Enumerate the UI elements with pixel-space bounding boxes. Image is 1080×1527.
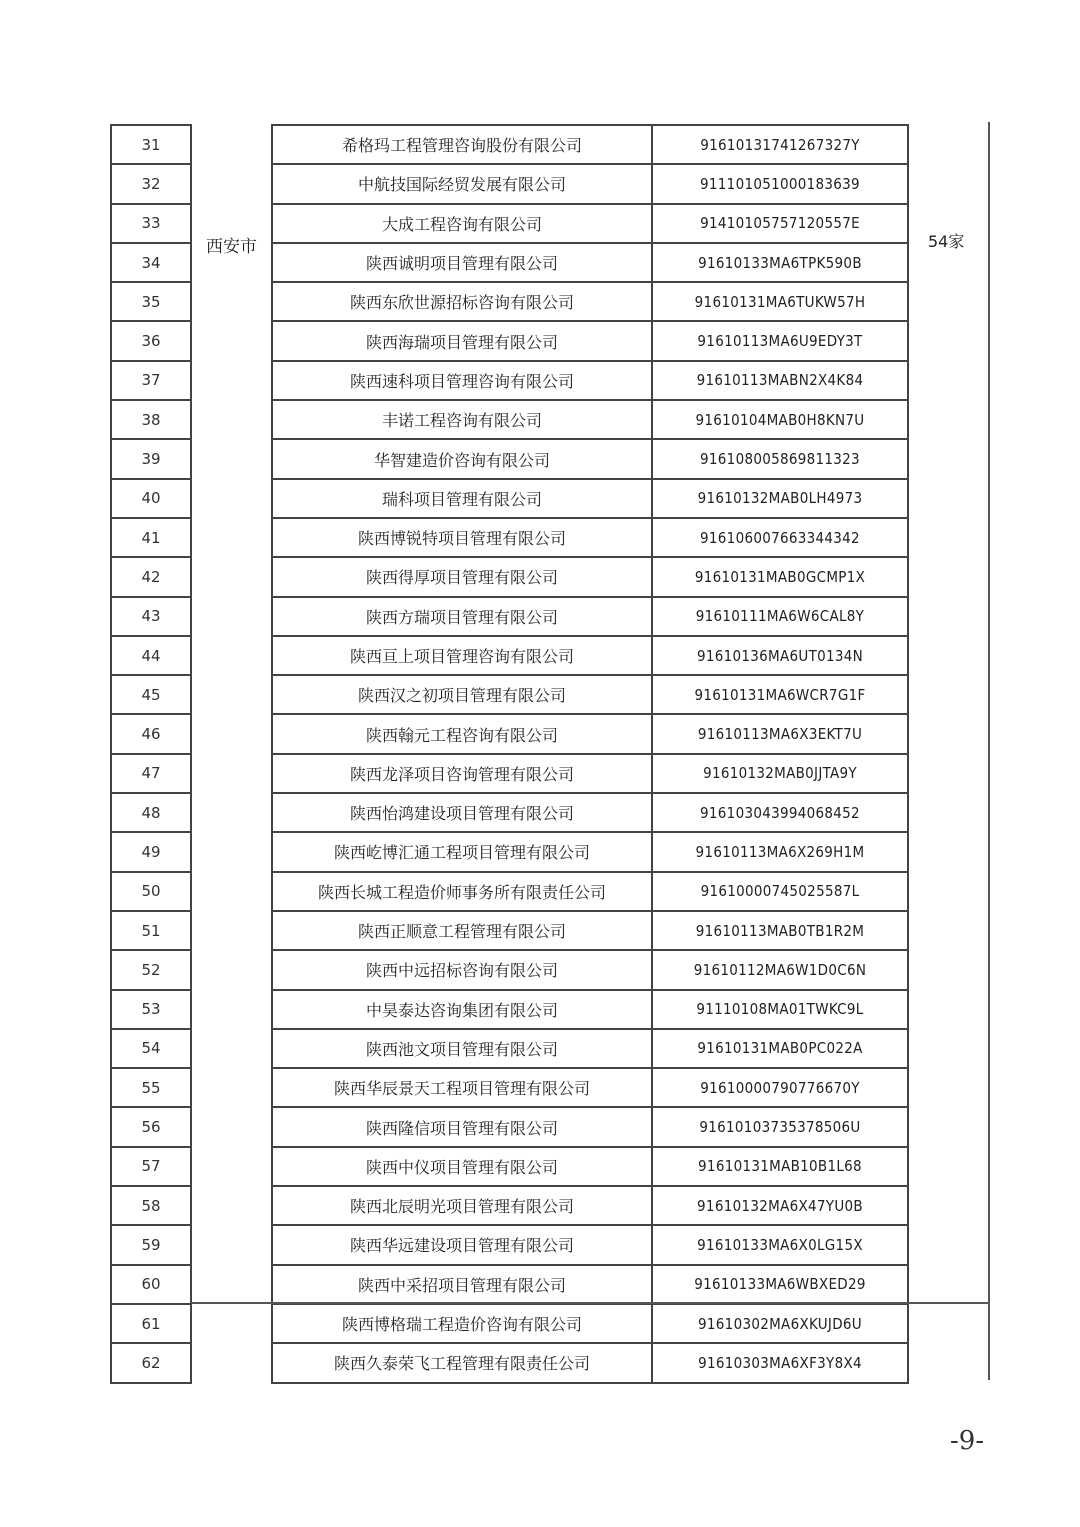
table-row (273, 440, 907, 479)
credit-code-cell: 91610112MA6W1D0C6N (693, 960, 867, 979)
credit-code-cell: 91610132MA6X47YU0B (697, 1196, 863, 1215)
company-name-cell: 陕西龙泽项目咨询管理有限公司 (273, 755, 653, 792)
credit-code-cell: 91610133MA6X0LG15X (697, 1235, 863, 1254)
serial-number-cell: 42 (112, 558, 190, 597)
company-name-cell: 陕西亘上项目管理咨询有限公司 (273, 637, 653, 674)
company-name-cell: 陕西池文项目管理有限公司 (273, 1030, 653, 1067)
table-row (273, 1069, 907, 1108)
table-row (273, 480, 907, 519)
section-divider-line (192, 1302, 990, 1304)
credit-code-cell: 91610131MAB0PC022A (697, 1039, 863, 1058)
table-row (273, 794, 907, 833)
company-name-cell: 陕西屹博汇通工程项目管理有限公司 (273, 833, 653, 870)
credit-code-cell: 91610131MAB10B1L68 (698, 1157, 862, 1176)
credit-code-cell: 91610113MA6X3EKT7U (697, 725, 863, 744)
company-name-cell: 陕西得厚项目管理有限公司 (273, 558, 653, 595)
company-name-cell: 瑞科项目管理有限公司 (273, 480, 653, 517)
company-name-cell: 陕西华远建设项目管理有限公司 (273, 1226, 653, 1263)
table-row (273, 283, 907, 322)
credit-code-cell: 91610131741267327Y (700, 135, 860, 154)
serial-number-column (110, 124, 192, 1384)
company-name-cell: 陕西翰元工程咨询有限公司 (273, 715, 653, 752)
table-row (273, 873, 907, 912)
page-number: -9- (950, 1426, 985, 1456)
serial-number-cell: 38 (112, 401, 190, 440)
credit-code-cell: 91610131MAB0GCMP1X (694, 567, 866, 586)
credit-code-cell: 911101051000183639 (700, 174, 860, 193)
company-name-cell: 希格玛工程管理咨询股份有限公司 (273, 126, 653, 163)
table-row (273, 1266, 907, 1305)
serial-number-cell: 47 (112, 755, 190, 794)
serial-number-cell: 49 (112, 833, 190, 872)
table-row (273, 912, 907, 951)
credit-code-cell: 91610103735378506U (699, 1118, 861, 1137)
company-name-cell: 陕西怡鸿建设项目管理有限公司 (273, 794, 653, 831)
credit-code-cell: 91610113MA6X269H1M (695, 842, 865, 861)
serial-number-cell: 31 (112, 126, 190, 165)
serial-number-cell: 44 (112, 637, 190, 676)
credit-code-cell: 91610136MA6UT0134N (696, 646, 864, 665)
table-row (273, 991, 907, 1030)
serial-number-cell: 59 (112, 1226, 190, 1265)
serial-number-cell: 52 (112, 951, 190, 990)
credit-code-cell: 91110108MA01TWKC9L (696, 1000, 864, 1019)
credit-code-cell: 91610132MAB0JJTA9Y (703, 764, 857, 783)
company-name-cell: 陕西诚明项目管理有限公司 (273, 244, 653, 281)
credit-code-cell: 916108005869811323 (700, 450, 860, 469)
serial-number-cell: 62 (112, 1344, 190, 1383)
table-row (273, 401, 907, 440)
table-row (273, 322, 907, 361)
credit-code-cell: 91610113MAB0TB1R2M (695, 921, 865, 940)
company-name-cell: 丰诺工程咨询有限公司 (273, 401, 653, 438)
credit-code-cell: 91610131MA6TUKW57H (694, 292, 866, 311)
company-name-cell: 陕西博锐特项目管理有限公司 (273, 519, 653, 556)
table-row (273, 126, 907, 165)
credit-code-cell: 91610133MA6TPK590B (698, 253, 862, 272)
serial-number-cell: 37 (112, 362, 190, 401)
company-name-cell: 陕西方瑞项目管理有限公司 (273, 598, 653, 635)
serial-number-cell: 48 (112, 794, 190, 833)
table-row (273, 165, 907, 204)
table-row (273, 205, 907, 244)
company-name-cell: 陕西华辰景天工程项目管理有限公司 (273, 1069, 653, 1106)
serial-number-cell: 40 (112, 480, 190, 519)
credit-code-cell: 91610131MA6WCR7G1F (694, 685, 866, 704)
table-row (273, 362, 907, 401)
serial-number-cell: 39 (112, 440, 190, 479)
company-name-cell: 大成工程咨询有限公司 (273, 205, 653, 242)
serial-number-cell: 33 (112, 205, 190, 244)
company-name-cell: 陕西海瑞项目管理有限公司 (273, 322, 653, 359)
credit-code-cell: 91610000790776670Y (700, 1078, 860, 1097)
right-border-line (988, 122, 990, 1380)
company-name-cell: 陕西博格瑞工程造价咨询有限公司 (273, 1305, 653, 1342)
table-row (273, 833, 907, 872)
table-row (273, 951, 907, 990)
credit-code-cell: 91610303MA6XF3Y8X4 (698, 1353, 862, 1372)
serial-number-cell: 56 (112, 1108, 190, 1147)
table-row (273, 519, 907, 558)
table-row (273, 1344, 907, 1383)
table-row (273, 715, 907, 754)
credit-code-cell: 91610132MAB0LH4973 (697, 489, 863, 508)
table-row (273, 637, 907, 676)
credit-code-cell: 916106007663344342 (700, 528, 860, 547)
table-row (273, 1030, 907, 1069)
serial-number-cell: 55 (112, 1069, 190, 1108)
company-name-cell: 中昊泰达咨询集团有限公司 (273, 991, 653, 1028)
table-row (273, 1187, 907, 1226)
credit-code-cell: 91410105757120557E (700, 214, 860, 233)
company-name-cell: 陕西汉之初项目管理有限公司 (273, 676, 653, 713)
company-name-cell: 陕西中仪项目管理有限公司 (273, 1148, 653, 1185)
company-name-cell: 陕西东欣世源招标咨询有限公司 (273, 283, 653, 320)
serial-number-cell: 58 (112, 1187, 190, 1226)
table-row (273, 676, 907, 715)
company-name-cell: 陕西北辰明光项目管理有限公司 (273, 1187, 653, 1224)
company-name-cell: 中航技国际经贸发展有限公司 (273, 165, 653, 202)
table-row (273, 1148, 907, 1187)
company-table (271, 124, 909, 1384)
region-label: 西安市 (206, 237, 257, 257)
credit-code-cell: 91610113MABN2X4K84 (696, 371, 864, 390)
credit-code-cell: 91610104MAB0H8KN7U (695, 410, 865, 429)
table-row (273, 755, 907, 794)
credit-code-cell: 91610133MA6WBXED29 (694, 1275, 866, 1294)
table-row (273, 598, 907, 637)
credit-code-cell: 91610111MA6W6CAL8Y (695, 607, 865, 626)
table-row (273, 1226, 907, 1265)
serial-number-cell: 60 (112, 1266, 190, 1305)
serial-number-cell: 43 (112, 598, 190, 637)
company-name-cell: 陕西速科项目管理咨询有限公司 (273, 362, 653, 399)
credit-code-cell: 91610302MA6XKUJD6U (698, 1314, 862, 1333)
serial-number-cell: 46 (112, 715, 190, 754)
serial-number-cell: 61 (112, 1305, 190, 1344)
serial-number-cell: 32 (112, 165, 190, 204)
table-row (273, 244, 907, 283)
company-name-cell: 陕西正顺意工程管理有限公司 (273, 912, 653, 949)
serial-number-cell: 53 (112, 991, 190, 1030)
table-row (273, 1108, 907, 1147)
serial-number-cell: 45 (112, 676, 190, 715)
company-name-cell: 华智建造价咨询有限公司 (273, 440, 653, 477)
company-name-cell: 陕西中采招项目管理有限公司 (273, 1266, 653, 1303)
company-name-cell: 陕西中远招标咨询有限公司 (273, 951, 653, 988)
company-name-cell: 陕西长城工程造价师事务所有限责任公司 (273, 873, 653, 910)
credit-code-cell: 91610113MA6U9EDY3T (697, 332, 863, 351)
serial-number-cell: 50 (112, 873, 190, 912)
serial-number-cell: 35 (112, 283, 190, 322)
company-name-cell: 陕西久泰荣飞工程管理有限责任公司 (273, 1344, 653, 1381)
company-count-label: 54家 (928, 232, 965, 251)
serial-number-cell: 41 (112, 519, 190, 558)
table-row (273, 1305, 907, 1344)
serial-number-cell: 54 (112, 1030, 190, 1069)
serial-number-cell: 57 (112, 1148, 190, 1187)
credit-code-cell: 91610000745025587L (700, 882, 860, 901)
serial-number-cell: 36 (112, 322, 190, 361)
serial-number-cell: 34 (112, 244, 190, 283)
serial-number-cell: 51 (112, 912, 190, 951)
credit-code-cell: 916103043994068452 (700, 803, 860, 822)
company-name-cell: 陕西隆信项目管理有限公司 (273, 1108, 653, 1145)
table-row (273, 558, 907, 597)
